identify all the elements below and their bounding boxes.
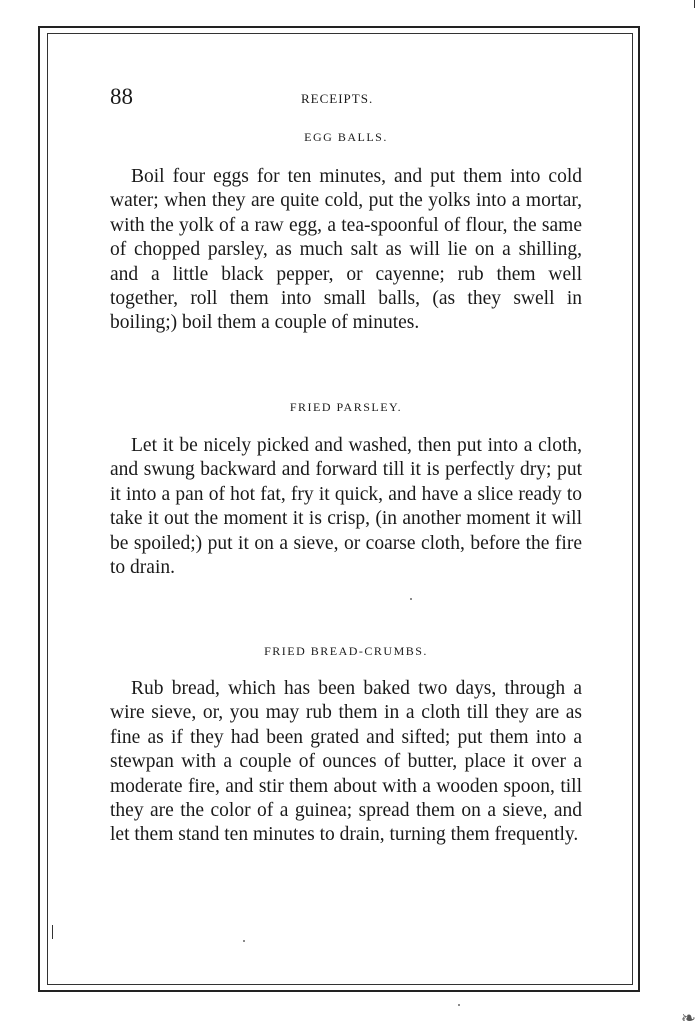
heading-fried-bread-crumbs: FRIED BREAD-CRUMBS.	[264, 644, 428, 658]
ink-speck	[243, 940, 245, 942]
paragraph-egg-balls	[110, 165, 582, 336]
edge-mark	[694, 0, 695, 8]
heading-egg-balls: EGG BALLS.	[304, 130, 388, 144]
running-head: RECEIPTS.	[301, 91, 374, 106]
page-number: 88	[110, 84, 133, 109]
paragraph-fried-bread-crumbs	[110, 677, 582, 848]
paragraph-text: Boil four eggs for ten minutes, and put them into cold water; when they are quite cold, put the yolks into a mortar, with the yolk of a raw egg, a tea-spoonful of flour, the same of chopped parsley, as much salt as will lie on a shilling, and a little black pepper, or cayenne; rub them well together, roll them into small balls, (as they swell in boiling;) boil them a couple of minutes.	[110, 166, 582, 334]
ink-speck	[410, 598, 412, 600]
paragraph-fried-parsley	[110, 434, 582, 580]
printer-ornament-icon: ❧	[680, 1008, 696, 1028]
heading-fried-parsley: FRIED PARSLEY.	[289, 400, 403, 414]
paragraph-text: Let it be nicely picked and washed, then put into a cloth, and swung backward and forward till it is perfectly dry; put it into a pan of hot fat, fry it quick, and have a slice ready to take it out the moment it is crisp, (in another moment it will be spoiled;) put it on a sieve, or coarse cloth, before the fire to drain.	[110, 435, 582, 579]
edge-mark	[52, 925, 53, 939]
ink-speck	[458, 1004, 460, 1006]
paragraph-text: Rub bread, which has been baked two days, through a wire sieve, or, you may rub them in a cloth till they are as fine as if they had been grated and sifted; put them into a stewpan with a couple of ounces of butter, place it over a moderate fire, and stir them about with a wooden spoon, till they are the color of a guinea; spread them on a sieve, and let them stand ten minutes to drain, turning them frequently.	[110, 678, 582, 846]
